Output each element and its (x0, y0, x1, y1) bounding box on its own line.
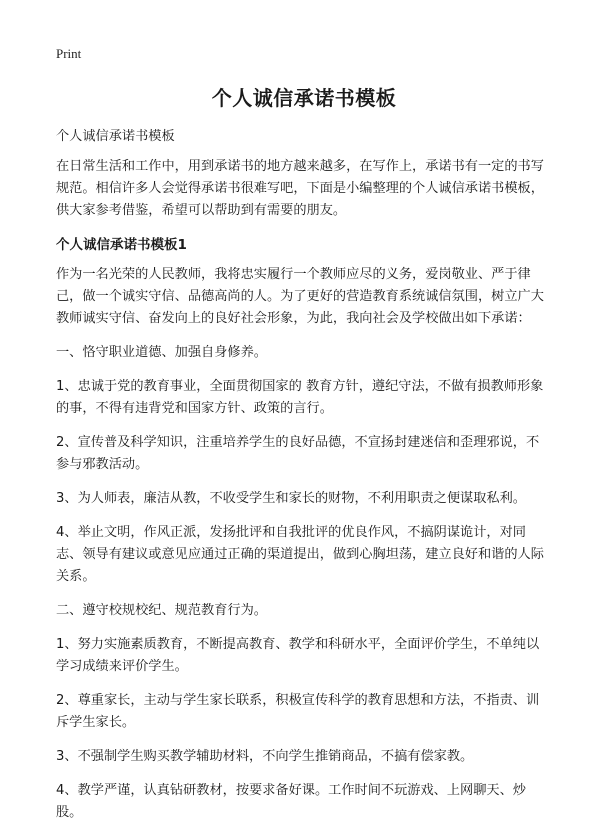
document-title: 个人诚信承诺书模板 (211, 86, 397, 110)
intro-label: 个人诚信承诺书模板 (56, 129, 175, 144)
list-item: 3、不强制学生购买教学辅助材料，不向学生推销商品，不搞有偿家教。 (56, 749, 474, 764)
list-item: 2、尊重家长，主动与学生家长联系，积极宣传科学的教育思想和方法，不指责、训斥学生家长。 (56, 693, 540, 730)
print-link[interactable]: Print (56, 46, 82, 61)
part-two-heading: 二、遵守校规校纪、规范教育行为。 (56, 603, 267, 618)
section-heading: 个人诚信承诺书模板1 (56, 237, 187, 253)
list-item: 3、为人师表，廉洁从教，不收受学生和家长的财物，不利用职责之便谋取私利。 (56, 491, 526, 506)
part-one-heading: 一、恪守职业道德、加强自身修养。 (56, 345, 267, 360)
list-item: 4、教学严谨，认真钻研教材，按要求备好课。工作时间不玩游戏、上网聊天、炒股。 (56, 783, 526, 820)
list-item: 4、举止文明，作风正派，发扬批评和自我批评的优良作风，不搞阴谋诡计，对同志、领导有建议或意见应通过正确的渠道提出，做到心胸坦荡，建立良好和谐的人际关系。 (56, 525, 544, 584)
list-item: 1、努力实施素质教育，不断提高教育、教学和科研水平，全面评价学生，不单纯以学习成绩来评价学生。 (56, 637, 540, 674)
list-item: 2、宣传普及科学知识，注重培养学生的良好品德，不宣扬封建迷信和歪理邪说，不参与邪教活动。 (56, 435, 540, 472)
list-item: 1、忠诚于党的教育事业，全面贯彻国家的 教育方针，遵纪守法，不做有损教师形象的事，不得有违背党和国家方针、政策的言行。 (56, 379, 544, 416)
intro-paragraph: 在日常生活和工作中，用到承诺书的地方越来越多，在写作上，承诺书有一定的书写规范。相信许多人会觉得承诺书很难写吧，下面是小编整理的个人诚信承诺书模板，供大家参考借鉴，希望可以帮助到有需要的朋友。 (56, 159, 544, 218)
pledge-preamble: 作为一名光荣的人民教师，我将忠实履行一个教师应尽的义务，爱岗敬业、严于律己，做一个诚实守信、品德高尚的人。为了更好的营造教育系统诚信氛围，树立广大教师诚实守信、奋发向上的良好社会形象，为此，我向社会及学校做出如下承诺： (56, 267, 544, 326)
